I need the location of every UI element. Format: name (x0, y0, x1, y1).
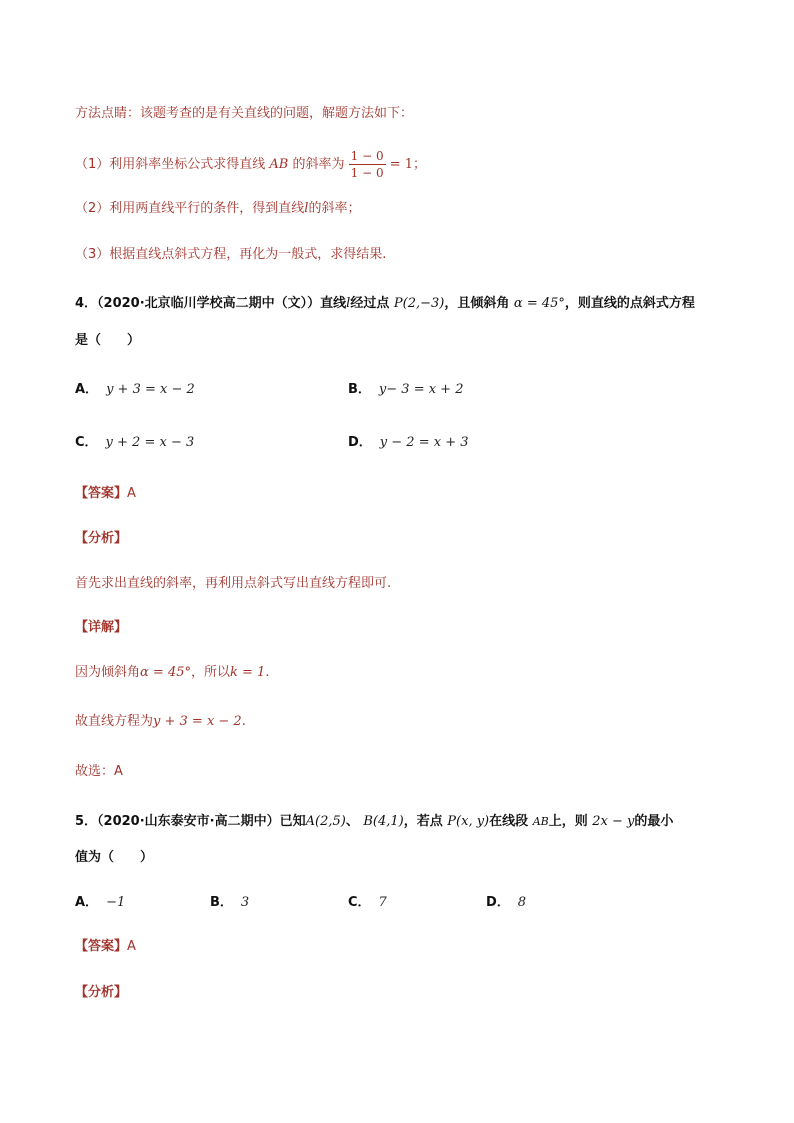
q4-option-c (75, 433, 194, 453)
fraction-numerator: 1 − 0 (350, 149, 384, 163)
q4-detail-1-prefix: 因为倾斜角 (75, 665, 141, 680)
q4-stem-mid: 经过点 (350, 296, 390, 311)
q5-answer (75, 937, 136, 957)
q4-detail-tag (75, 618, 127, 638)
q5-option-d (486, 893, 526, 913)
q5-point-b: B(4,1) (363, 814, 404, 829)
q4-answer-value: A (127, 486, 136, 501)
q4-answer-tag: 【答案】 (75, 486, 128, 501)
q4-answer (75, 484, 136, 504)
q4-angle: α = 45° (513, 296, 565, 311)
q4-stem-line-2: 是（ ） (75, 333, 141, 348)
q5-stem-mid2: 在线段 (489, 814, 529, 829)
q4-detail-1-tail: . (265, 665, 270, 680)
q4-analysis-text: 首先求出直线的斜率，再利用点斜式写出直线方程即可. (75, 576, 392, 591)
q4-option-d-text: y − 2 = x + 3 (379, 435, 469, 450)
method-step-1-mid: 的斜率为 (292, 157, 345, 172)
method-step-3: （3）根据直线点斜式方程，再化为一般式，求得结果. (75, 247, 387, 262)
method-step-2-tail: 的斜率； (308, 201, 361, 216)
q4-stem-line-1 (75, 294, 695, 314)
q5-analysis-tag-label: 【分析】 (75, 985, 128, 1000)
q4-detail-1-angle: α = 45° (140, 665, 191, 680)
method-step-2-l: l (304, 201, 309, 216)
method-step-2 (75, 199, 360, 219)
q4-detail-2-tail: . (241, 714, 246, 729)
q4-detail-tag-label: 【详解】 (75, 620, 128, 635)
fraction-denominator: 1 − 0 (350, 166, 384, 180)
q4-option-b-text: y− 3 = x + 2 (378, 382, 464, 397)
q4-option-d-label: D． (348, 435, 372, 450)
q5-stem-line-1 (75, 812, 673, 832)
q5-option-d-label: D． (486, 895, 510, 910)
q5-option-c (348, 893, 387, 913)
method-title: 方法点睛：该题考查的是有关直线的问题，解题方法如下： (75, 106, 414, 121)
slope-fraction (349, 148, 386, 181)
method-step-1-prefix: （1）利用斜率坐标公式求得直线 (75, 157, 266, 172)
q4-option-b (348, 380, 463, 400)
q5-stem-prefix: 5．（2020·山东泰安市·高二期中）已知 (75, 814, 306, 829)
q5-stem-mid: ，若点 (403, 814, 443, 829)
q4-detail-1-k: k = 1 (230, 665, 266, 680)
q4-detail-line-1 (75, 663, 269, 683)
q4-detail-2-eq: y + 3 = x − 2 (153, 714, 242, 729)
q4-stem-mid2: ，且倾斜角 (444, 296, 510, 311)
q4-detail-2-prefix: 故直线方程为 (75, 714, 154, 729)
q5-stem-sep: 、 (345, 814, 359, 829)
q4-stem-l: l (346, 296, 351, 311)
q4-option-c-text: y + 2 = x − 3 (105, 435, 195, 450)
q4-detail-line-2 (75, 712, 246, 732)
q5-option-c-text: 7 (378, 895, 387, 910)
q4-option-b-label: B． (348, 382, 371, 397)
method-step-1-ab: AB (269, 157, 289, 172)
q5-option-d-text: 8 (517, 895, 527, 910)
q4-option-a-label: A． (75, 382, 99, 397)
q5-stem-mid3: 上，则 (548, 814, 588, 829)
q4-option-a-text: y + 3 = x − 2 (106, 382, 195, 397)
method-step-2-prefix: （2）利用两直线平行的条件，得到直线 (75, 201, 305, 216)
q5-option-b (210, 893, 249, 913)
q5-option-a-text: −1 (106, 895, 126, 910)
q4-option-c-label: C． (75, 435, 98, 450)
q4-detail-1-mid: ，所以 (191, 665, 231, 680)
q4-option-a (75, 380, 195, 400)
q4-analysis-tag (75, 529, 127, 549)
q5-analysis-tag (75, 983, 127, 1003)
method-step-1 (75, 148, 426, 181)
q4-analysis-tag-label: 【分析】 (75, 531, 128, 546)
q5-answer-tag: 【答案】 (75, 939, 128, 954)
q5-point-a: A(2,5) (305, 814, 346, 829)
q5-option-a (75, 893, 125, 913)
q5-option-b-text: 3 (240, 895, 250, 910)
q5-stem-line-2: 值为（ ） (75, 850, 154, 865)
q5-option-b-label: B． (210, 895, 233, 910)
method-step-1-tail: = 1； (389, 157, 427, 172)
q5-segment-ab: AB (532, 815, 549, 828)
q4-point-p: P(2,−3) (393, 296, 445, 311)
q5-option-a-label: A． (75, 895, 99, 910)
q5-expression: 2x − y (592, 814, 635, 829)
q4-stem-prefix: 4．（2020·北京临川学校高二期中（文））直线 (75, 296, 347, 311)
q5-stem-tail: 的最小 (634, 814, 674, 829)
q5-answer-value: A (127, 939, 136, 954)
q4-stem-tail: ，则直线的点斜式方程 (564, 296, 695, 311)
q4-option-d (348, 433, 469, 453)
q5-option-c-label: C． (348, 895, 371, 910)
q4-choose: 故选：A (75, 764, 123, 779)
q5-point-p: P(x, y) (447, 814, 490, 829)
